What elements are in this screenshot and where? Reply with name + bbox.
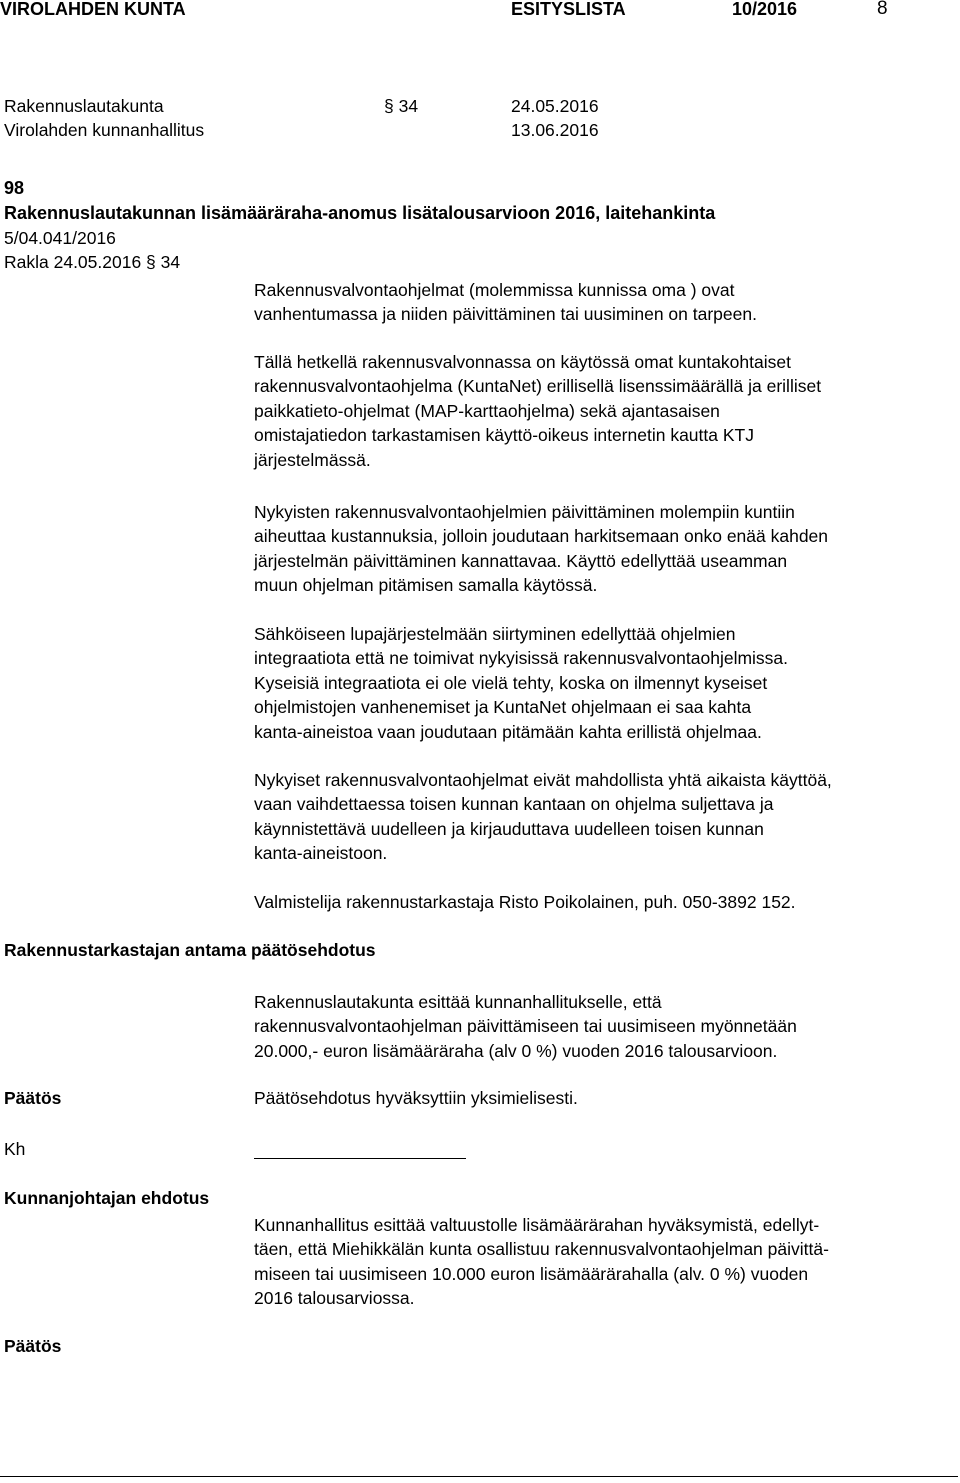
paragraph bbox=[254, 278, 954, 327]
text-line: käynnistettävä uudelleen ja kirjauduttava uudelleen toisen kunnan bbox=[254, 818, 764, 839]
text-line: 20.000,- euron lisämääräraha (alv 0 %) vuoden 2016 talousarvioon. bbox=[254, 1040, 778, 1061]
paragraph bbox=[254, 350, 954, 472]
proposal-heading: Rakennustarkastajan antama päätösehdotus bbox=[4, 940, 376, 960]
text-line: rakennusvalvontaohjelma (KuntaNet) erillisellä lisenssimäärällä ja erilliset bbox=[254, 376, 822, 397]
meeting-section: § 34 bbox=[384, 96, 419, 116]
org-name: VIROLAHDEN KUNTA bbox=[0, 0, 186, 19]
paragraph bbox=[254, 622, 954, 744]
text-line: järjestelmässä. bbox=[254, 449, 371, 470]
manager-heading: Kunnanjohtajan ehdotus bbox=[4, 1188, 210, 1208]
kh-label: Kh bbox=[4, 1139, 26, 1159]
manager-text bbox=[254, 1213, 954, 1311]
decision-text: Päätösehdotus hyväksyttiin yksimielisesti. bbox=[254, 1088, 578, 1108]
text-line: vaan vaihdettaessa toisen kunnan kantaan on ohjelma suljettava ja bbox=[254, 794, 774, 815]
text-line: muun ohjelman pitämisen samalla käytössä. bbox=[254, 575, 598, 596]
text-line: kanta-aineistoon. bbox=[254, 843, 388, 864]
meeting-date: 13.06.2016 bbox=[511, 120, 599, 140]
decision-label: Päätös bbox=[4, 1088, 62, 1108]
text-line: Nykyisten rakennusvalvontaohjelmien päivittäminen molempiin kuntiin bbox=[254, 502, 795, 522]
text-line: Rakennuslautakunta esittää kunnanhallitukselle, että bbox=[254, 992, 662, 1012]
text-line: järjestelmän päivittäminen kannattavaa. Käyttö edellyttää useamman bbox=[254, 550, 788, 571]
text-line: 2016 talousarviossa. bbox=[254, 1288, 415, 1309]
divider-line bbox=[254, 1158, 466, 1159]
meeting-body: Virolahden kunnanhallitus bbox=[4, 120, 205, 140]
text-line: Tällä hetkellä rakennusvalvonnassa on käytössä omat kuntakohtaiset bbox=[254, 352, 791, 372]
text-line: Kyseisiä integraatiota ei ole vielä tehty, koska on ilmennyt kyseiset bbox=[254, 672, 768, 693]
text-line: täen, että Miehikkälän kunta osallistuu rakennusvalvontaohjelman päivittä- bbox=[254, 1239, 829, 1260]
preparer-note bbox=[254, 890, 954, 914]
text-line: Valmistelija rakennustarkastaja Risto Poikolainen, puh. 050-3892 152. bbox=[254, 892, 796, 912]
meeting-date: 24.05.2016 bbox=[511, 96, 599, 116]
item-reference: 5/04.041/2016 bbox=[4, 228, 116, 248]
proposal-text bbox=[254, 990, 954, 1063]
decision-label: Päätös bbox=[4, 1336, 62, 1356]
meeting-body: Rakennuslautakunta bbox=[4, 96, 164, 116]
footer-rule bbox=[0, 1476, 958, 1477]
text-line: Rakennusvalvontaohjelmat (molemmissa kunnissa oma ) ovat bbox=[254, 280, 735, 300]
text-line: integraatiota että ne toimivat nykyisissä rakennusvalvontaohjelmissa. bbox=[254, 648, 789, 669]
text-line: Sähköiseen lupajärjestelmään siirtyminen edellyttää ohjelmien bbox=[254, 624, 736, 644]
item-title: Rakennuslautakunnan lisämääräraha-anomus lisätalousarvioon 2016, laitehankinta bbox=[4, 203, 716, 223]
paragraph bbox=[254, 768, 954, 866]
text-line: Kunnanhallitus esittää valtuustolle lisämäärärahan hyväksymistä, edellyt- bbox=[254, 1215, 820, 1235]
text-line: rakennusvalvontaohjelman päivittämiseen tai uusimiseen myönnetään bbox=[254, 1016, 797, 1037]
text-line: aiheuttaa kustannuksia, jolloin joudutaan harkitsemaan onko enää kahden bbox=[254, 526, 829, 547]
document-type: ESITYSLISTA bbox=[511, 0, 626, 19]
rakla-reference: Rakla 24.05.2016 § 34 bbox=[4, 252, 181, 272]
paragraph bbox=[254, 500, 954, 598]
text-line: Nykyiset rakennusvalvontaohjelmat eivät mahdollista yhtä aikaista käyttöä, bbox=[254, 770, 832, 790]
text-line: paikkatieto-ohjelmat (MAP-karttaohjelma) sekä ajantasaisen bbox=[254, 400, 720, 421]
page-number: 8 bbox=[877, 0, 888, 19]
text-line: vanhentumassa ja niiden päivittäminen tai uusiminen on tarpeen. bbox=[254, 304, 757, 325]
text-line: ohjelmistojen vanhenemiset ja KuntaNet ohjelmaan ei saa kahta bbox=[254, 697, 752, 718]
text-line: omistajatiedon tarkastamisen käyttö-oikeus internetin kautta KTJ bbox=[254, 425, 754, 446]
text-line: miseen tai uusimiseen 10.000 euron lisämäärärahalla (alv. 0 %) vuoden bbox=[254, 1263, 809, 1284]
text-line: kanta-aineistoa vaan joudutaan pitämään kahta erillistä ohjelmaa. bbox=[254, 721, 762, 742]
item-number: 98 bbox=[4, 178, 25, 198]
document-number: 10/2016 bbox=[732, 0, 798, 19]
